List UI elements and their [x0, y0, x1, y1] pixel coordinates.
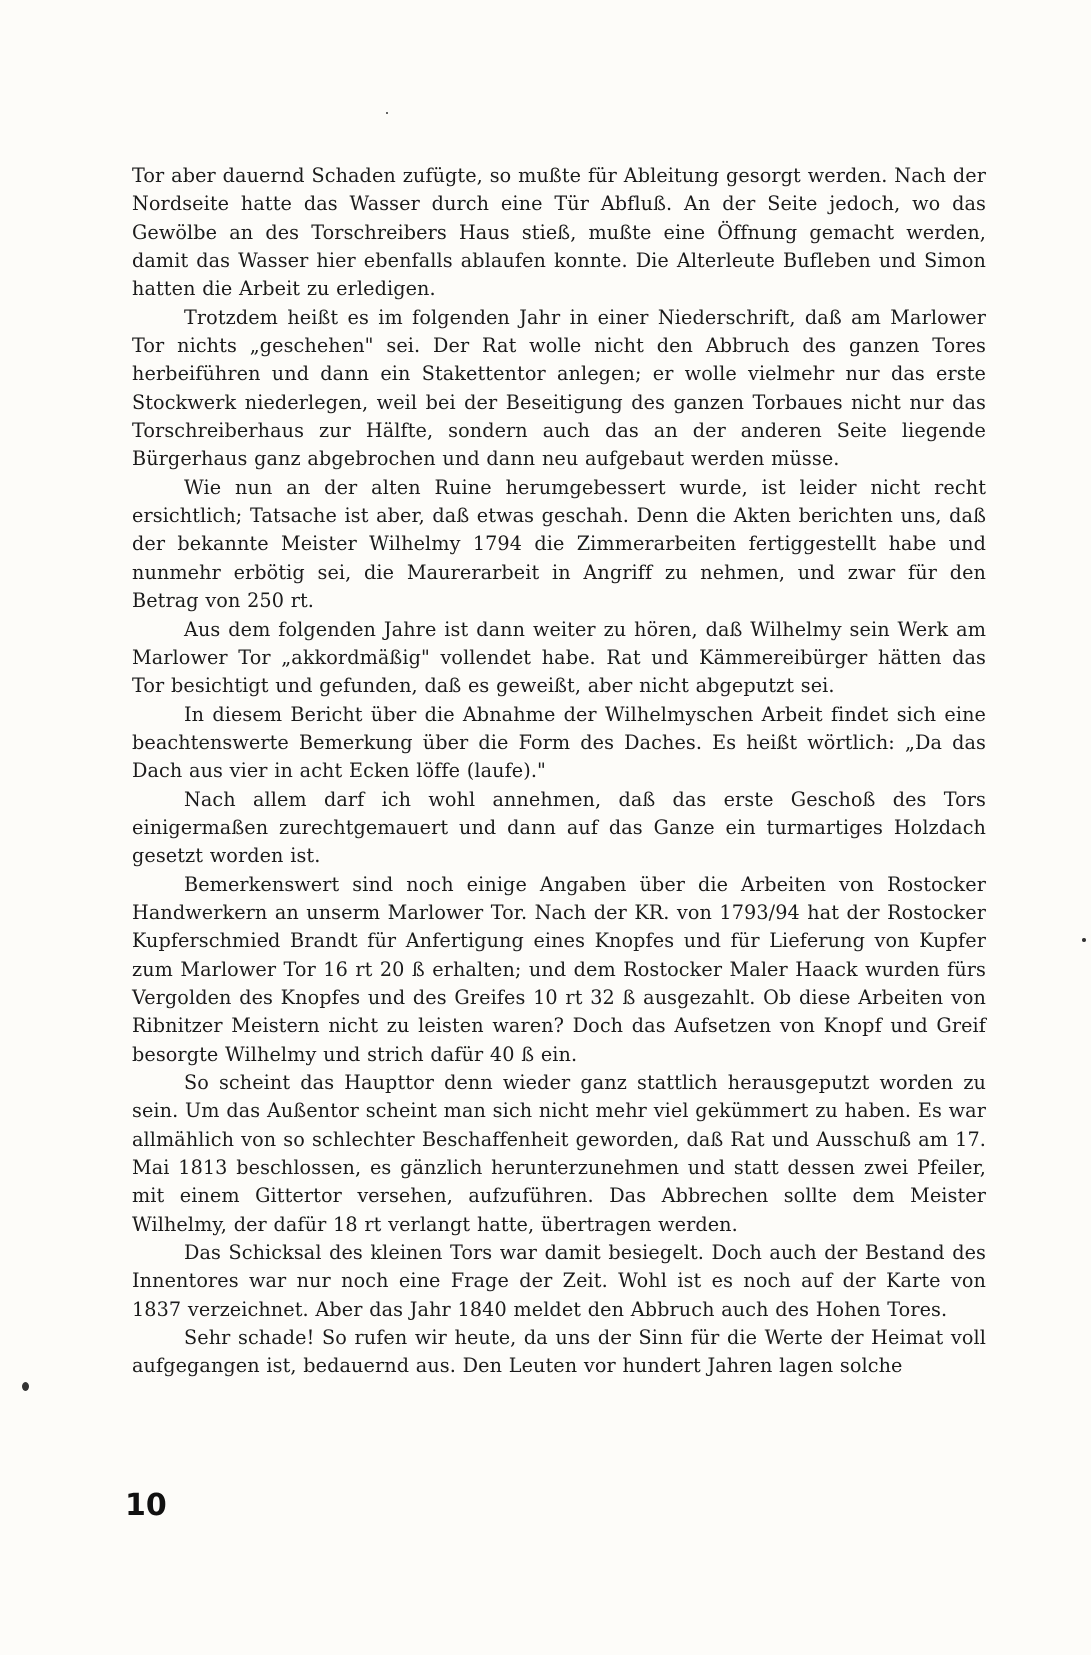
paragraph: Bemerkenswert sind noch einige Angaben über die Arbeiten von Rostocker Handwerkern an unserm Marlower Tor. Nach der KR. von 1793/94 hat der Rostocker Kupferschmied Brandt für Anfertigung eines Knopfes und für Lieferung von Kupfer zum Marlower Tor 16 rt 20 ß erhalten; und dem Rostocker Maler Haack wurden fürs Vergolden des Knopfes und des Greifes 10 rt 32 ß ausgezahlt. Ob diese Arbeiten von Ribnitzer Meistern nicht zu leisten waren? Doch das Aufsetzen von Knopf und Greif besorgte Wilhelmy und strich dafür 40 ß ein.: [132, 872, 986, 1066]
body-text: [132, 162, 986, 1381]
paragraph: Das Schicksal des kleinen Tors war damit besiegelt. Doch auch der Bestand des Innentores war nur noch eine Frage der Zeit. Wohl ist es noch auf der Karte von 1837 verzeichnet. Aber das Jahr 1840 meldet den Abbruch auch des Hohen Tores.: [132, 1241, 986, 1321]
ink-speck: [22, 1382, 29, 1391]
page-number: 10: [125, 1488, 167, 1523]
paragraph: Tor aber dauernd Schaden zufügte, so mußte für Ableitung gesorgt werden. Nach der Nordseite hatte das Wasser durch eine Tür Abfluß. An der Seite jedoch, wo das Gewölbe an des Torschreibers Haus stieß, mußte eine Öffnung gemacht werden, damit das Wasser hier ebenfalls ablaufen konnte. Die Alterleute Bufleben und Simon hatten die Arbeit zu erledigen.: [132, 164, 986, 301]
paragraph: In diesem Bericht über die Abnahme der Wilhelmyschen Arbeit findet sich eine beachtenswerte Bemerkung über die Form des Daches. Es heißt wörtlich: „Da das Dach aus vier in acht Ecken löffe (laufe).": [132, 702, 986, 783]
paragraph: Sehr schade! So rufen wir heute, da uns der Sinn für die Werte der Heimat voll aufgegangen ist, bedauernd aus. Den Leuten vor hundert Jahren lagen solche: [132, 1326, 986, 1378]
paragraph: Aus dem folgenden Jahre ist dann weiter zu hören, daß Wilhelmy sein Werk am Marlower Tor „akkordmäßig" vollendet habe. Rat und Kämmereibürger hätten das Tor besichtigt und gefunden, daß es geweißt, aber nicht abgeputzt sei.: [132, 617, 986, 698]
paragraph: Trotzdem heißt es im folgenden Jahr in einer Niederschrift, daß am Marlower Tor nichts „geschehen" sei. Der Rat wolle nicht den Abbruch des ganzen Tores herbeiführen und dann ein Stakettentor anlegen; er wolle vielmehr nur das erste Stockwerk niederlegen, weil bei der Beseitigung des ganzen Torbaues nicht nur das Torschreiberhaus zur Hälfte, sondern auch das an der anderen Seite liegende Bürgerhaus ganz abgebrochen und dann neu aufgebaut werden müsse.: [132, 305, 986, 471]
ink-speck: [1082, 938, 1086, 942]
paragraph: Wie nun an der alten Ruine herumgebessert wurde, ist leider nicht recht ersichtlich; Tatsache ist aber, daß etwas geschah. Denn die Akten berichten uns, daß der bekannte Meister Wilhelmy 1794 die Zimmerarbeiten fertiggestellt habe und nunmehr erbötig sei, die Maurerarbeit in Angriff zu nehmen, und zwar für den Betrag von 250 rt.: [132, 475, 986, 613]
ink-speck: [386, 112, 388, 114]
paragraph: Nach allem darf ich wohl annehmen, daß das erste Geschoß des Tors einigermaßen zurechtgemauert und dann auf das Ganze ein turmartiges Holzdach gesetzt worden ist.: [132, 787, 986, 868]
paragraph: So scheint das Haupttor denn wieder ganz stattlich herausgeputzt worden zu sein. Um das Außentor scheint man sich nicht mehr viel gekümmert zu haben. Es war allmählich von so schlechter Beschaffenheit geworden, daß Rat und Ausschuß am 17. Mai 1813 beschlossen, es gänzlich herunterzunehmen und statt dessen zwei Pfeiler, mit einem Gittertor versehen, aufzuführen. Das Abbrechen sollte dem Meister Wilhelmy, der dafür 18 rt verlangt hatte, übertragen werden.: [132, 1071, 986, 1236]
